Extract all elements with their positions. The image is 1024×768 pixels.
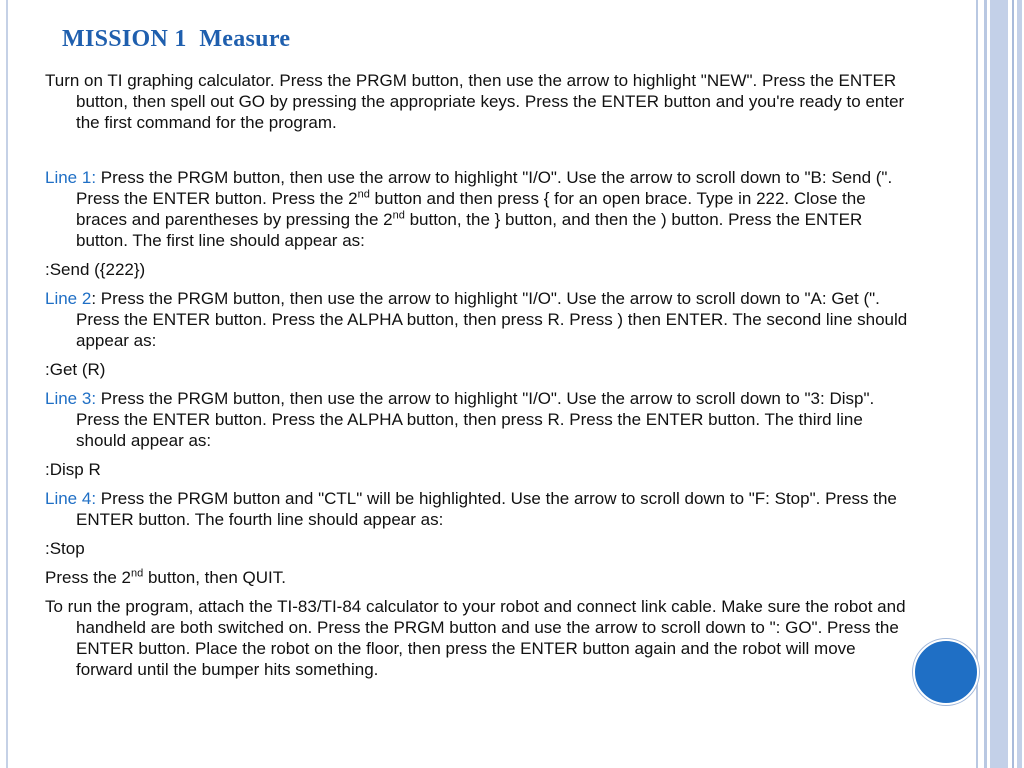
- right-decorative-stripes: [976, 0, 1024, 768]
- line-1-text-b: button and then press { for an open brace. Type in 222. Close the braces and parentheses by pressing the 2: [76, 189, 866, 229]
- line-4-text: Press the PRGM button and "CTL" will be highlighted. Use the arrow to scroll down to "F: Stop". Press the ENTER button. The fourth line should appear as:: [76, 489, 897, 529]
- line-3-instructions: [45, 388, 913, 451]
- line-1-instructions: [45, 167, 913, 251]
- line-3-text: Press the PRGM button, then use the arrow to highlight "I/O". Use the arrow to scroll down to "3: Disp". Press the ENTER button. Press the ALPHA button, then press R. Press the ENTER button. The third line should appear as:: [76, 389, 875, 450]
- quit-text-b: button, then QUIT.: [143, 568, 286, 587]
- intro-paragraph: Turn on TI graphing calculator. Press the PRGM button, then use the arrow to highlight "NEW". Press the ENTER button, then spell out GO by pressing the appropriate keys. Press the ENTER button and you're ready to enter the first command for the program.: [45, 71, 905, 132]
- line-1-superscript-1: nd: [357, 188, 370, 201]
- quit-text-a: Press the 2: [45, 568, 131, 587]
- quit-instruction: [45, 567, 913, 588]
- quit-superscript: nd: [131, 567, 144, 580]
- slide-title: MISSION 1 Measure: [62, 26, 291, 52]
- line-1-text-a: Press the PRGM button, then use the arrow to highlight "I/O". Use the arrow to scroll down to "B: Send (". Press the ENTER button. Press the 2: [76, 168, 893, 208]
- line-1-superscript-2: nd: [392, 209, 405, 222]
- line-4-instructions: [45, 488, 913, 530]
- stripe: [984, 0, 987, 768]
- left-border-rule: [6, 0, 8, 768]
- line-3-label: Line 3:: [45, 389, 97, 408]
- line-4-code: :Stop: [45, 539, 85, 558]
- stripe: [990, 0, 1008, 768]
- line-2-label: Line 2: [45, 289, 92, 308]
- line-4-label: Line 4:: [45, 489, 97, 508]
- run-instructions: To run the program, attach the TI-83/TI-84 calculator to your robot and connect link cable. Make sure the robot and handheld are both switched on. Press the PRGM button and use the arrow to scroll down to ": GO". Press the ENTER button. Place the robot on the floor, then press the ENTER button again and the robot will move forward until the bumper hits something.: [45, 597, 906, 679]
- stripe: [976, 0, 978, 768]
- stripe: [1017, 0, 1022, 768]
- line-2-instructions: [45, 288, 913, 351]
- line-1-label: Line 1:: [45, 168, 97, 187]
- line-1-text-c: button, the } button, and then the ) button. Press the ENTER button. The first line should appear as:: [76, 210, 863, 250]
- decorative-circle: [913, 639, 979, 705]
- line-2-code: :Get (R): [45, 360, 106, 379]
- stripe: [1012, 0, 1014, 768]
- line-1-code: :Send ({222}): [45, 260, 146, 279]
- line-2-text: : Press the PRGM button, then use the arrow to highlight "I/O". Use the arrow to scroll down to "A: Get (". Press the ENTER button. Press the ALPHA button, then press R. Press ) then ENTER. The second line should appear as:: [76, 289, 908, 350]
- line-3-code: :Disp R: [45, 460, 101, 479]
- slide-body: [45, 70, 913, 688]
